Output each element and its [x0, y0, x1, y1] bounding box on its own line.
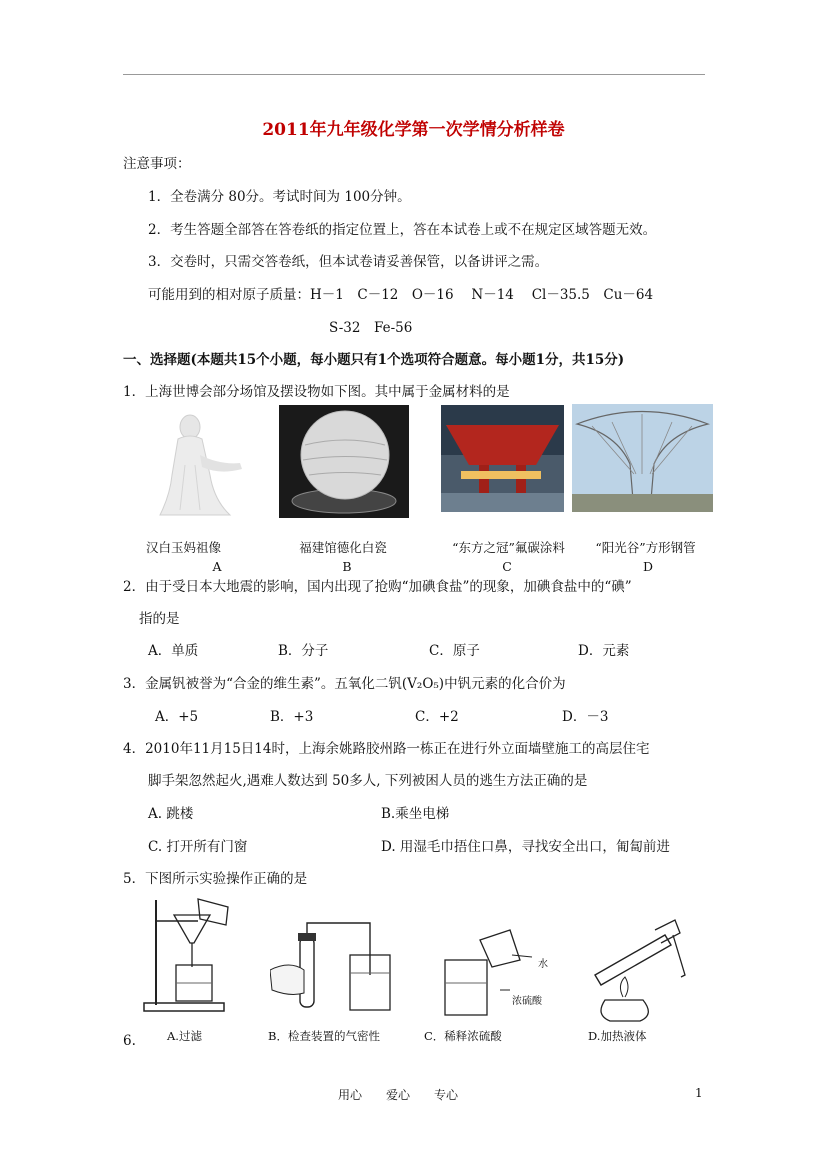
- header-rule: [123, 74, 705, 75]
- notice-item-2: 2．考生答题全部答在答卷纸的指定位置上，答在本试卷上或不在规定区域答题无效。: [148, 222, 657, 238]
- q5-label-b: B．检查装置的气密性: [268, 1029, 380, 1043]
- notice-heading: 注意事项：: [123, 156, 191, 172]
- footer-motto: 用心 爱心 专心: [338, 1088, 459, 1102]
- sun-valley-steel-photo: [572, 404, 713, 512]
- dilute-acid-diagram: [440, 925, 555, 1025]
- q2-option-c: C．原子: [429, 643, 480, 659]
- annotation-concentrated-acid: 浓硫酸: [512, 996, 542, 1007]
- q5-label-a: A.过滤: [167, 1029, 202, 1043]
- atomic-masses-line2: S-32 Fe-56: [329, 320, 413, 336]
- q5-label-c: C．稀释浓硫酸: [424, 1029, 502, 1043]
- q1-caption-a: 汉白玉妈祖像: [145, 540, 221, 555]
- q3-stem: 3．金属钒被誉为“合金的维生素”。五氧化二钒(V₂O₅)中钒元素的化合价为: [123, 676, 566, 692]
- q1-caption-c: “东方之冠”氟碳涂料: [452, 540, 565, 555]
- annotation-water: 水: [538, 959, 548, 970]
- paper-title: 2011年九年级化学第一次学情分析样卷: [262, 120, 565, 140]
- q4-option-c: C. 打开所有门窗: [148, 839, 248, 855]
- white-porcelain-sphere-photo: [279, 405, 409, 518]
- q2-stem-line1: 2．由于受日本大地震的影响，国内出现了抢购“加碘食盐”的现象，加碘食盐中的“碘”: [123, 579, 632, 595]
- q1-letter-d: D: [642, 559, 654, 574]
- q1-letter-c: C: [502, 559, 512, 574]
- q1-caption-d: “阳光谷”方形钢管: [595, 540, 696, 555]
- airtightness-check-diagram: [270, 915, 395, 1025]
- q3-option-b: B．+3: [270, 709, 314, 725]
- q4-option-a: A. 跳楼: [148, 806, 194, 822]
- heating-liquid-diagram: [585, 905, 700, 1025]
- q4-stem-line1: 4．2010年11月15日14时，上海余姚路胶州路一栋正在进行外立面墙壁施工的高层住宅: [123, 741, 650, 757]
- q1-letter-b: B: [342, 559, 352, 574]
- q2-option-b: B．分子: [278, 643, 329, 659]
- notice-item-1: 1．全卷满分 80分。考试时间为 100分钟。: [148, 189, 411, 205]
- atomic-masses-line1: 可能用到的相对原子质量：H－1 C－12 O－16 N－14 Cl－35.5 Cu－64: [148, 287, 654, 303]
- q3-option-d: D．－3: [562, 709, 609, 725]
- q4-option-d: D. 用湿毛巾捂住口鼻，寻找安全出口，匍匐前进: [381, 839, 670, 855]
- q5-label-d: D.加热液体: [588, 1029, 647, 1043]
- q2-option-d: D．元素: [578, 643, 630, 659]
- q2-option-a: A．单质: [148, 643, 199, 659]
- q1-caption-b: 福建馆德化白瓷: [299, 540, 387, 555]
- page-number: 1: [695, 1086, 703, 1100]
- notice-item-3: 3．交卷时，只需交答卷纸，但本试卷请妥善保管，以备讲评之需。: [148, 254, 549, 270]
- q3-option-c: C．+2: [415, 709, 459, 725]
- section-heading: 一、选择题(本题共15个小题，每小题只有1个选项符合题意。每小题1分，共15分): [123, 352, 625, 368]
- mazu-statue-photo: [150, 405, 265, 520]
- q3-option-a: A．+5: [155, 709, 199, 725]
- q2-stem-line2: 指的是: [139, 611, 180, 627]
- q1-stem: 1．上海世博会部分场馆及摆设物如下图。其中属于金属材料的是: [123, 384, 510, 400]
- q4-option-b: B.乘坐电梯: [381, 806, 450, 822]
- filtration-diagram: [138, 895, 243, 1025]
- q4-stem-line2: 脚手架忽然起火,遇难人数达到 50多人, 下列被困人员的逃生方法正确的是: [148, 773, 588, 789]
- q1-letter-a: A: [212, 559, 222, 574]
- q5-stem: 5．下图所示实验操作正确的是: [123, 871, 308, 887]
- q6-number: 6.: [123, 1033, 136, 1049]
- china-pavilion-photo: [441, 405, 564, 512]
